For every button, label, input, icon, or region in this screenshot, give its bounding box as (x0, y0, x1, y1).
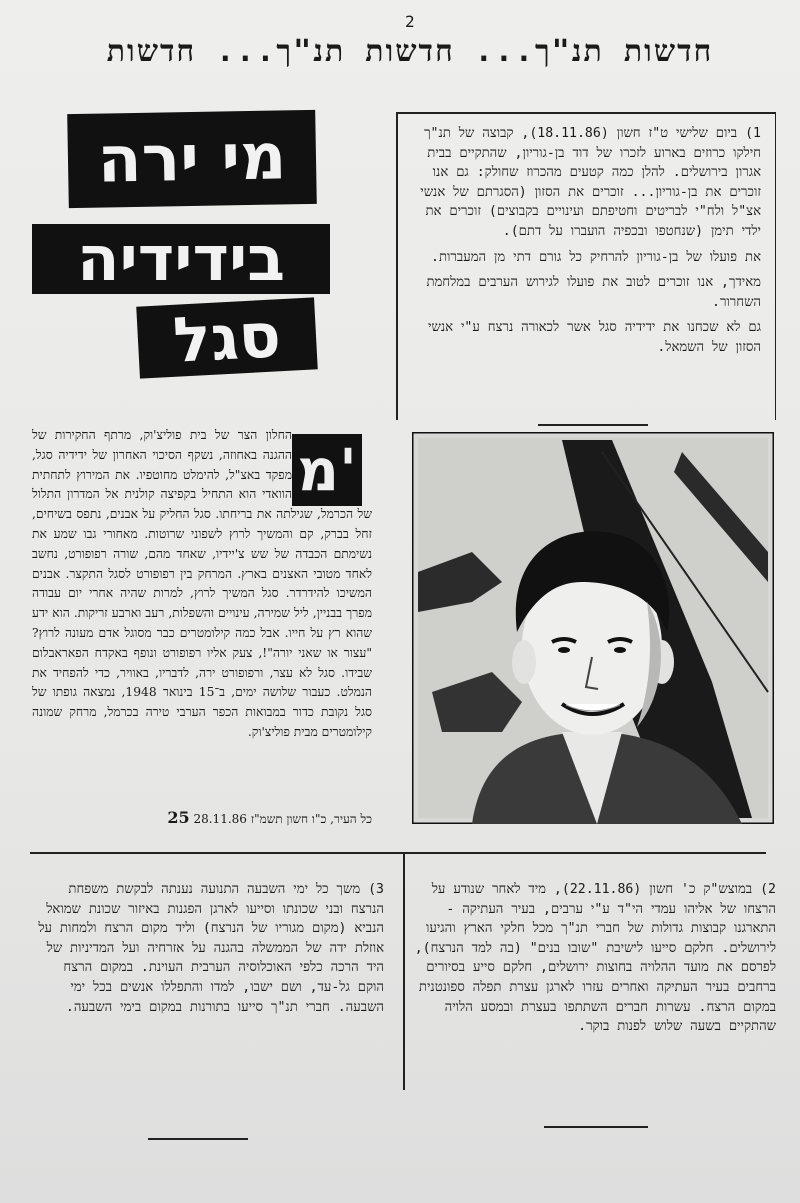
clipping-date: 28.11.86 (193, 812, 247, 826)
divider (148, 1138, 248, 1140)
portrait-photo (412, 432, 774, 824)
news-item-2 (414, 880, 776, 1037)
article-clipping (32, 426, 372, 743)
section-divider (30, 852, 766, 854)
clipping-source: כל העיר, כ"ו חשון תשמ"ז (250, 812, 372, 826)
clipping-page: 25 (167, 808, 190, 827)
article-body: החלון הצר של בית פוליצ'וק, מרתף החקירות של ההגנה באחוזה, נשקף הסיכוי האחרון של ידידיה סגל, מפקד באצ"ל, להימלט מחוטפיו. את המירוץ לתחתית הוואדי הוא התחיל בקפיצה קולנית אל המדרון התלול של הכרמל, שגילתה את בריחתו. סגל החליק על אבנים, נתפס בשיחים, זחל בברק, קם והמשיך לרוץ לשפוני שרוטות. מאחורי גבו שמע את נשימתם הכבדה של שש צ'יידיו, שאחד מהם, שורה רפופורט, נחשב לאחד מטובי האצנים בארץ. המרחק בין רפופורט לסגל התקצר. אבנים המשיכו להידרדר. סגל המשיך לרוץ, למרות שהיה אחרי יום עבודה מפרך בבניין, ליל שמירה, עינויים והשפלות, רעב וארבע זריקות. הוא ידע שהוא רץ על חייו. אבל כמה קילומטרים כבר מסוגל אדם מעונה לרוץ? "עצור או שאני יורה"!, צעק אליו רפופורט ונופף באקדח הפאראבלום שבידו. סגל לא עצר, ורפופורט ירה, לדבריו, באוויר, כדי להפחיד את הנמלט. כעבור שלושה ימים, ב־15 בינואר 1948, נמצאה גופתו של סגל נקובת כדור במבואות הכפר הערבי טירה בכרמל, מרחק שמונה קילומטרים מבית פוליצ'וק. (32, 428, 372, 739)
news-item-2-text: 2) במוצש"ק כ' חשון (22.11.86), מיד לאחר שנודע על הרצחו של אליהו עמדי הי"ד ע"י ערבים, בעיר העתיקה - התארגנו קבוצות גדולות של חברי תנ"ך מכל חלקי הארץ והגיעו לירושלים. חלקם סייעו לישיבת "שובו בנים" (בה למד הנרצח), לפרסם את מועד ההלויה בחוצות ירושלים, חלקם סייע בסיורים ברחבים בעיר העתיקה ואחרים עזרו לארגן עצרת תפלה ספונטנית במקום הרצח. עשרות חברים השתתפו בעצרת ובמסע הלויה שהתקיים בשעה שלוש לפנות בוקר. (414, 882, 776, 1035)
dropcap: מ' (292, 434, 362, 506)
dropcap-space (292, 426, 372, 502)
news-item-1-para: גם לא שכחנו את ידידיה סגל אשר לכאורה נרצח ע"י אנשי הסזון של השמאל. (428, 320, 761, 355)
news-item-3-text: 3) משך כל ימי השבעה התנועה נענתה לבקשת משפחת הנרצח ובני שכונתו וסייעו לארגן הפגנות באיזור שכונת שמואל הנביא (מקום מגוריו של הנרצח) וליד מקום הרצח ולמחות על אוזלת ידה של הממשלה בהגנה על אזרחיה ועל המדיניות של היד הרכה כלפי האוכלוסיה הערבית העוינת. במקום הרצח הוקם גל-עד, ושם ישבו, למדו והתפללו אנשים בכל ימי השבעה. חברי תנ"ך סייעו בתורנות במקום בימי השבעה. (38, 882, 384, 1015)
headline-line-2: בידידיה (32, 224, 330, 294)
masthead: חדשות תנ"ך... חדשות תנ"ך... חדשות (106, 34, 714, 69)
divider (544, 1126, 648, 1128)
headline-line-3: סגל (136, 297, 318, 378)
news-item-1-para: את פועלו של בן-גוריון להרחיק כל גורם דתי מן המעברות. (431, 249, 761, 265)
headline-line-1: מי ירה (67, 110, 317, 208)
news-item-1-para: 1) ביום שלישי ט"ז חשון (18.11.86), קבוצה של תנ"ך חילקו כרוזים בארוע לזכרו של דוד בן-גוריון, שהתקיים בבית אגרון בירושלים. להלן כמה קטעים מהכרוז שחולק: גם אנו זוכרים את בן-גוריון... זוכרים את הסזון (הסגרתם של אנשי אצ"ל ולח"י לבריטים וחטיפתם ועינויים בקבוצים) זוכרים את ילדי תימן (שנחטפו ובכפיה הועברו על דתם). (420, 126, 761, 239)
clipping-caption (72, 808, 372, 827)
news-item-3 (34, 880, 384, 1017)
divider (538, 424, 648, 426)
news-item-1-para: מאידך, אנו זוכרים לטוב את פועלו לגירוש הערבים במלחמת השחרור. (426, 275, 761, 310)
page-number: 2 (405, 12, 415, 31)
news-item-1 (396, 112, 776, 420)
column-divider (403, 852, 405, 1090)
